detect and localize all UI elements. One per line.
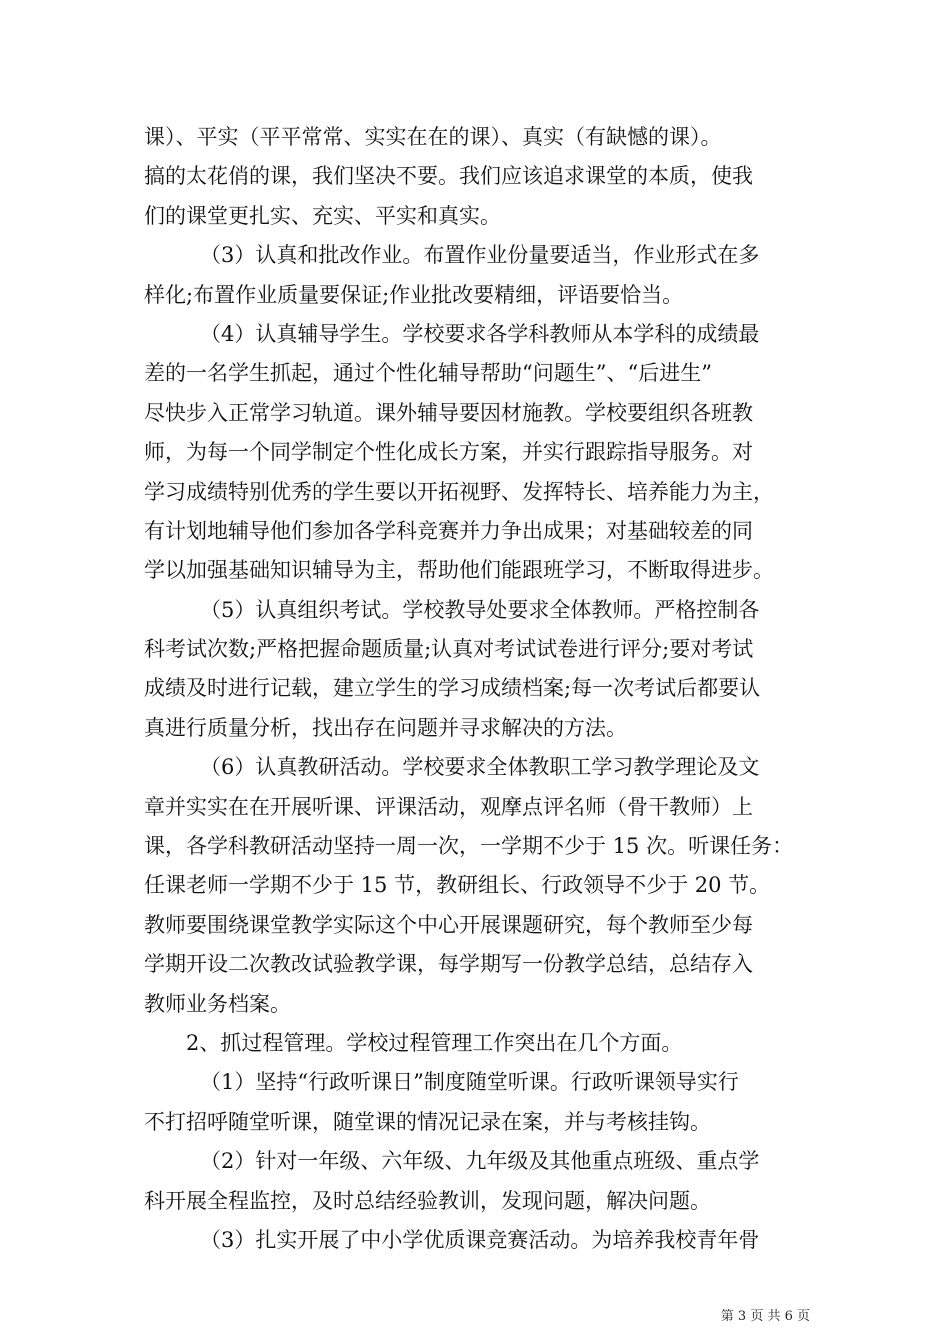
- text-line: 课，各学科教研活动坚持一周一次，一学期不少于 15 次。听课任务：: [144, 834, 794, 859]
- text-line: 章并实实在在开展听课、评课活动，观摩点评名师（骨干教师）上: [144, 794, 753, 819]
- text-line: （2）针对一年级、六年级、九年级及其他重点班级、重点学: [200, 1149, 760, 1174]
- text-line: 尽快步入正常学习轨道。课外辅导要因材施教。学校要组织各班教: [144, 400, 753, 425]
- body-text: [144, 118, 812, 1260]
- text-line: 任课老师一学期不少于 15 节，教研组长、行政领导不少于 20 节。: [144, 873, 771, 898]
- text-line: 有计划地辅导他们参加各学科竞赛并力争出成果；对基础较差的同: [144, 518, 753, 543]
- text-line: 成绩及时进行记载，建立学生的学习成绩档案;每一次考试后都要认: [144, 676, 761, 701]
- text-line: 教师业务档案。: [144, 991, 291, 1016]
- text-line: 师，为每一个同学制定个性化成长方案，并实行跟踪指导服务。对: [144, 440, 753, 465]
- text-line: 搞的太花俏的课，我们坚决不要。我们应该追求课堂的本质，使我: [144, 164, 753, 189]
- text-line: （1）坚持“行政听课日”制度随堂听课。行政听课领导实行: [200, 1070, 739, 1095]
- text-line: 2、抓过程管理。学校过程管理工作突出在几个方面。: [186, 1030, 683, 1055]
- text-line: 学以加强基础知识辅导为主，帮助他们能跟班学习，不断取得进步。: [144, 558, 774, 583]
- text-line: 科开展全程监控，及时总结经验教训，发现问题，解决问题。: [144, 1188, 711, 1213]
- text-line: 不打招呼随堂听课，随堂课的情况记录在案，并与考核挂钩。: [144, 1109, 711, 1134]
- page-number-footer: 第 3 页 共 6 页: [720, 1309, 810, 1324]
- text-line: （5）认真组织考试。学校教导处要求全体教师。严格控制各: [200, 597, 760, 622]
- text-line: 们的课堂更扎实、充实、平实和真实。: [144, 203, 501, 228]
- text-line: 科考试次数;严格把握命题质量;认真对考试试卷进行评分;要对考试: [144, 637, 754, 662]
- text-line: （4）认真辅导学生。学校要求各学科教师从本学科的成绩最: [200, 321, 760, 346]
- text-line: （3）扎实开展了中小学优质课竞赛活动。为培养我校青年骨: [200, 1227, 760, 1252]
- text-line: 差的一名学生抓起，通过个性化辅导帮助“问题生”、“后进生”: [144, 361, 712, 386]
- text-line: （3）认真和批改作业。布置作业份量要适当，作业形式在多: [200, 243, 760, 268]
- text-line: 课）、平实（平平常常、实实在在的课）、真实（有缺憾的课）。: [144, 125, 722, 149]
- text-line: 样化;布置作业质量要保证;作业批改要精细，评语要恰当。: [144, 282, 684, 307]
- text-line: 教师要围绕课堂教学实际这个中心开展课题研究，每个教师至少每: [144, 912, 753, 937]
- text-line: （6）认真教研活动。学校要求全体教职工学习教学理论及文: [200, 755, 760, 780]
- text-line: 学习成绩特别优秀的学生要以开拓视野、发挥特长、培养能力为主，: [144, 479, 774, 504]
- text-line: 真进行质量分析，找出存在问题并寻求解决的方法。: [144, 715, 627, 740]
- text-line: 学期开设二次教改试验教学课，每学期写一份教学总结，总结存入: [144, 952, 753, 977]
